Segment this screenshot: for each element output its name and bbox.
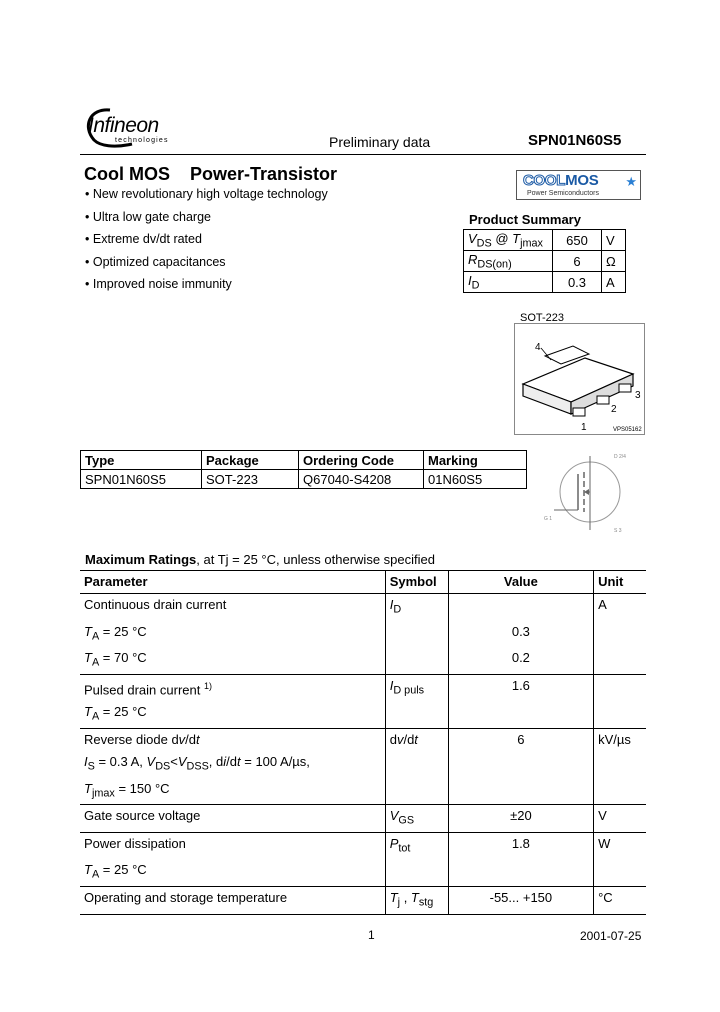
max-ratings-title-bold: Maximum Ratings bbox=[85, 552, 197, 567]
mosfet-icon bbox=[540, 450, 630, 535]
column-header: Unit bbox=[594, 571, 646, 594]
symbol-cell: $I_D$ bbox=[385, 594, 448, 621]
value-cell: 0.3 bbox=[448, 621, 593, 648]
symbol-cell: dv/dt bbox=[385, 728, 448, 751]
param-cell: $T_A = 25$ °C bbox=[84, 623, 147, 643]
table-row bbox=[80, 886, 646, 914]
summary-symbol: $I_D$ bbox=[464, 272, 553, 293]
summary-unit: Ω bbox=[602, 251, 626, 272]
drain-label: D 2/4 bbox=[614, 454, 626, 460]
symbol-cell: $P_{tot}$ bbox=[385, 832, 448, 859]
value-cell bbox=[448, 594, 593, 621]
table-row bbox=[80, 859, 646, 886]
param-cell: $T_A = 25$ °C bbox=[80, 859, 385, 886]
page-number: 1 bbox=[368, 928, 375, 942]
unit-cell bbox=[594, 647, 646, 674]
mosfet-symbol bbox=[540, 450, 630, 535]
pin-label: 1 bbox=[581, 422, 587, 433]
unit-cell bbox=[594, 859, 646, 886]
unit-cell bbox=[594, 701, 646, 728]
table-cell: SOT-223 bbox=[202, 470, 299, 489]
package-label: SOT-223 bbox=[520, 312, 565, 324]
table-cell: Q67040-S4208 bbox=[299, 470, 424, 489]
feature-item: • Optimized capacitances bbox=[85, 255, 328, 278]
badge-mos: MOS bbox=[565, 172, 599, 189]
preliminary-label: Preliminary data bbox=[329, 134, 431, 150]
table-row bbox=[80, 832, 646, 859]
max-ratings-header bbox=[80, 571, 646, 594]
column-header: Value bbox=[448, 571, 593, 594]
table-row bbox=[80, 778, 646, 805]
unit-cell bbox=[594, 621, 646, 648]
table-row bbox=[80, 701, 646, 728]
symbol-cell bbox=[385, 778, 448, 805]
summary-unit: A bbox=[602, 272, 626, 293]
type-table bbox=[80, 450, 527, 489]
param-cell: Power dissipation bbox=[84, 835, 186, 851]
summary-value: 6 bbox=[553, 251, 602, 272]
max-ratings-table bbox=[80, 570, 646, 915]
table-cell: 01N60S5 bbox=[424, 470, 527, 489]
column-header: Package bbox=[202, 451, 299, 470]
column-header: Marking bbox=[424, 451, 527, 470]
param-cell: $T_A = 25$ °C bbox=[80, 701, 385, 728]
unit-cell bbox=[594, 674, 646, 701]
value-cell: ±20 bbox=[448, 805, 593, 833]
unit-cell: W bbox=[594, 832, 646, 859]
product-summary-table bbox=[463, 229, 626, 293]
param-cell: $T_A = 70$ °C bbox=[80, 647, 385, 674]
feature-list bbox=[85, 187, 328, 300]
drawing-code: VPS05162 bbox=[613, 427, 642, 433]
pin-label: 3 bbox=[635, 390, 641, 401]
value-cell bbox=[448, 701, 593, 728]
param-cell: $I_S = 0.3$ A, $V_{DS}<V_{DSS}$, di/dt = 100 A/µs, bbox=[84, 753, 310, 773]
table-row bbox=[81, 470, 527, 489]
package-drawing bbox=[514, 323, 645, 435]
column-header: Symbol bbox=[385, 571, 448, 594]
value-cell bbox=[448, 859, 593, 886]
badge-cool: COOL bbox=[523, 172, 566, 189]
table-row bbox=[80, 674, 646, 701]
value-cell: 0.2 bbox=[448, 647, 593, 674]
unit-cell: °C bbox=[594, 886, 646, 914]
summary-symbol: $R_{DS(on)}$ bbox=[464, 251, 553, 272]
feature-item: • Improved noise immunity bbox=[85, 277, 328, 300]
symbol-cell bbox=[385, 751, 448, 778]
badge-wordmark bbox=[523, 172, 598, 189]
part-number: SPN01N60S5 bbox=[528, 132, 622, 149]
column-header: Parameter bbox=[80, 571, 385, 594]
table-row bbox=[80, 621, 646, 648]
value-cell: 1.8 bbox=[448, 832, 593, 859]
feature-item: • Extreme dv/dt rated bbox=[85, 232, 328, 255]
param-cell: Gate source voltage bbox=[80, 805, 385, 833]
column-header: Ordering Code bbox=[299, 451, 424, 470]
param-cell: Pulsed drain current $^{1)}$ bbox=[84, 680, 212, 698]
table-row bbox=[80, 647, 646, 674]
unit-cell: kV/µs bbox=[594, 728, 646, 751]
param-cell: Continuous drain current bbox=[84, 597, 227, 612]
pin-label: 2 bbox=[611, 404, 617, 415]
table-row bbox=[80, 728, 646, 751]
value-cell: -55... +150 bbox=[448, 886, 593, 914]
unit-cell: A bbox=[594, 594, 646, 621]
symbol-cell: $T_j$ , $T_{stg}$ bbox=[385, 886, 448, 914]
column-header: Type bbox=[81, 451, 202, 470]
table-cell: SPN01N60S5 bbox=[81, 470, 202, 489]
symbol-cell bbox=[385, 621, 448, 648]
symbol-cell: $V_{GS}$ bbox=[385, 805, 448, 833]
infineon-logo bbox=[80, 104, 185, 154]
feature-item: • Ultra low gate charge bbox=[85, 210, 328, 233]
pin-label: 4 bbox=[535, 342, 541, 353]
table-row bbox=[80, 594, 646, 621]
table-row bbox=[80, 751, 646, 778]
summary-value: 650 bbox=[553, 230, 602, 251]
summary-row bbox=[464, 251, 626, 272]
max-ratings-title-rest: , at Tj = 25 °C, unless otherwise specified bbox=[196, 552, 435, 567]
summary-symbol: $V_{DS}$ @ $T_{jmax}$ bbox=[464, 230, 553, 251]
badge-subtext: Power Semiconductors bbox=[527, 190, 599, 197]
gate-label: G 1 bbox=[544, 516, 553, 522]
logo-wordmark: Infineon bbox=[88, 114, 159, 137]
value-cell bbox=[448, 778, 593, 805]
unit-cell bbox=[594, 778, 646, 805]
symbol-cell: $I_{D puls}$ bbox=[385, 674, 448, 701]
param-cell: $T_{jmax} = 150$ °C bbox=[80, 778, 385, 805]
document-date: 2001-07-25 bbox=[580, 929, 642, 943]
symbol-cell bbox=[385, 701, 448, 728]
feature-item: • New revolutionary high voltage technology bbox=[85, 187, 328, 210]
value-cell: 6 bbox=[448, 728, 593, 751]
coolmos-badge bbox=[516, 170, 641, 200]
summary-row bbox=[464, 272, 626, 293]
summary-value: 0.3 bbox=[553, 272, 602, 293]
unit-cell bbox=[594, 751, 646, 778]
param-cell: Operating and storage temperature bbox=[80, 886, 385, 914]
star-icon: ★ bbox=[625, 174, 637, 189]
sot223-package-icon bbox=[515, 324, 646, 436]
logo-subtext: technologies bbox=[115, 137, 169, 144]
unit-cell: V bbox=[594, 805, 646, 833]
summary-unit: V bbox=[602, 230, 626, 251]
page-title: Cool MOS Power-Transistor bbox=[84, 164, 338, 184]
value-cell: 1.6 bbox=[448, 674, 593, 701]
table-row bbox=[80, 805, 646, 833]
max-ratings-title bbox=[85, 552, 435, 567]
param-cell: Reverse diode dv/dt bbox=[84, 731, 200, 747]
value-cell bbox=[448, 751, 593, 778]
symbol-cell bbox=[385, 647, 448, 674]
source-label: S 3 bbox=[614, 528, 622, 534]
product-summary-title: Product Summary bbox=[469, 212, 581, 227]
symbol-cell bbox=[385, 859, 448, 886]
header-rule bbox=[80, 154, 646, 155]
type-table-header bbox=[81, 451, 527, 470]
summary-row bbox=[464, 230, 626, 251]
